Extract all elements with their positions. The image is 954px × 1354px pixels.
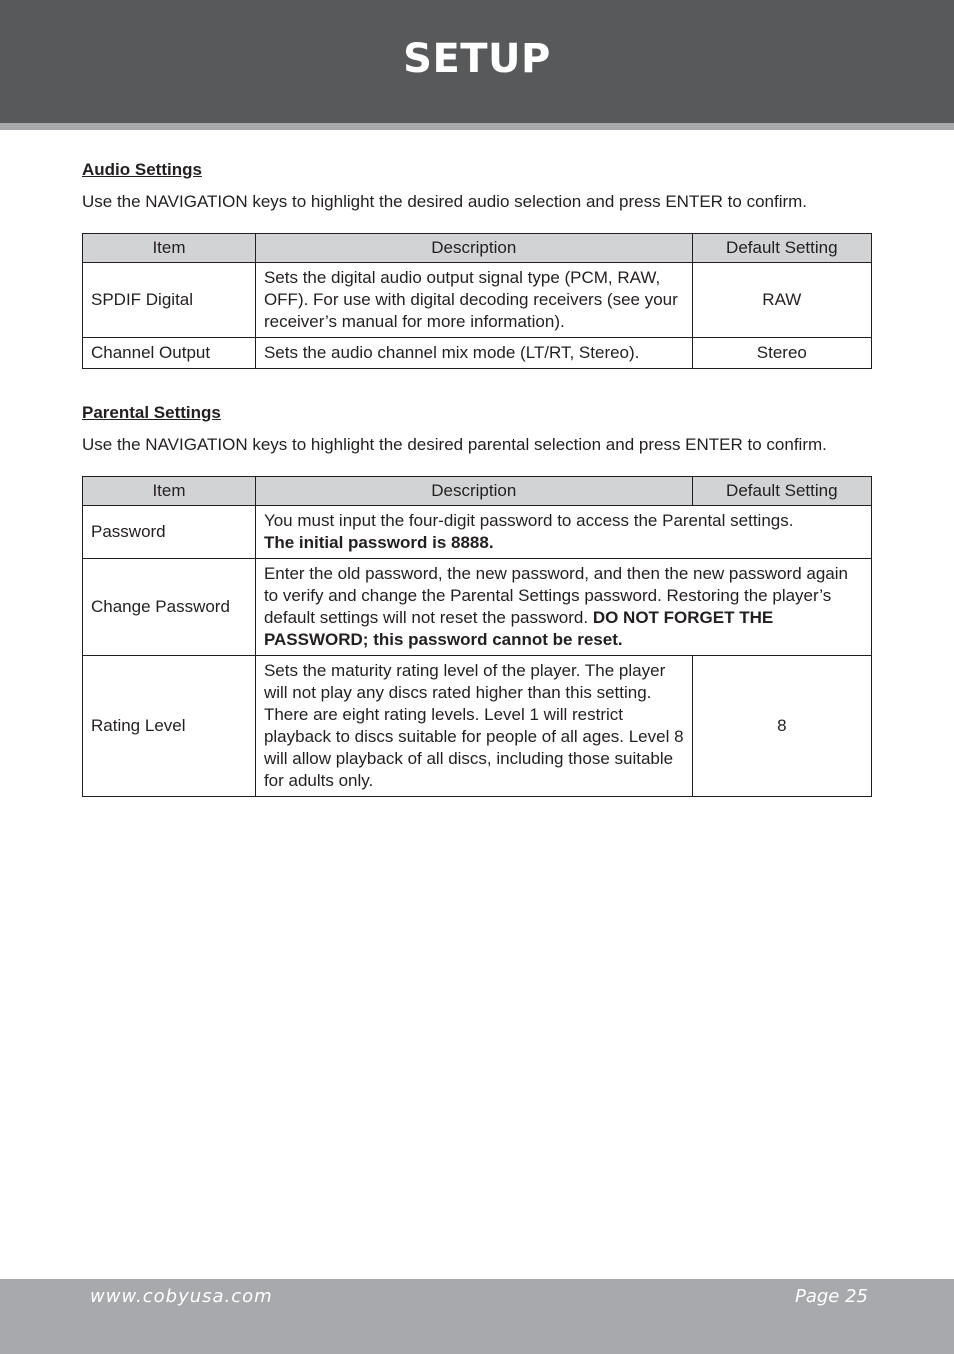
row-default: RAW	[692, 263, 871, 338]
description-bold-text: DO NOT FORGET THE PASSWORD; this password cannot be reset.	[263, 608, 774, 649]
table-header-row	[83, 234, 872, 263]
description-text: Sets the maturity rating level of the player. The player will not play any discs rated higher than this setting.	[263, 661, 666, 702]
header-default-setting: Default Setting	[692, 234, 871, 263]
footer-url: www.cobyusa.com	[90, 1286, 273, 1307]
row-item: Change Password	[83, 559, 256, 656]
table-row	[83, 559, 872, 656]
header-description: Description	[255, 234, 692, 263]
table-row	[83, 338, 872, 369]
header-default-setting: Default Setting	[692, 477, 871, 506]
page-number: Page 25	[794, 1286, 868, 1307]
page-title: SETUP	[403, 36, 551, 82]
parental-instruction: Use the NAVIGATION keys to highlight the desired parental selection and press ENTER to confirm.	[82, 435, 827, 454]
row-item: Channel Output	[83, 338, 256, 369]
audio-settings-heading: Audio Settings	[82, 160, 202, 179]
row-description	[255, 506, 871, 559]
description-text: You must input the four-digit password to access the Parental settings.	[263, 511, 794, 530]
row-item: SPDIF Digital	[83, 263, 256, 338]
audio-instruction: Use the NAVIGATION keys to highlight the desired audio selection and press ENTER to confirm.	[82, 192, 808, 211]
header-item: Item	[83, 477, 256, 506]
parental-settings-table	[82, 476, 872, 797]
row-description: Sets the digital audio output signal type (PCM, RAW, OFF). For use with digital decoding receivers (see your receiver’s manual for more information).	[255, 263, 692, 338]
header-divider	[0, 123, 954, 130]
description-bold-text: The initial password is 8888.	[263, 533, 494, 552]
row-description	[255, 559, 871, 656]
header-description: Description	[255, 477, 692, 506]
row-description: Sets the audio channel mix mode (LT/RT, Stereo).	[255, 338, 692, 369]
row-description	[255, 656, 692, 797]
page-content	[82, 158, 872, 797]
row-item: Rating Level	[83, 656, 256, 797]
table-row	[83, 506, 872, 559]
table-header-row	[83, 477, 872, 506]
description-text: Enter the old password, the new password, and then the new password again to verify and change the Parental Settings password. Restoring the player’s default settings will not reset the password.	[263, 564, 848, 627]
table-row	[83, 263, 872, 338]
parental-settings-heading: Parental Settings	[82, 403, 221, 422]
page-header	[0, 0, 954, 123]
description-text: There are eight rating levels. Level 1 will restrict playback to discs suitable for people of all ages. Level 8 will allow playback of all discs, including those suitable for adults only.	[263, 705, 684, 790]
row-default: Stereo	[692, 338, 871, 369]
table-row	[83, 656, 872, 797]
audio-settings-table	[82, 233, 872, 369]
row-item: Password	[83, 506, 256, 559]
page-footer	[0, 1279, 954, 1354]
row-default: 8	[692, 656, 871, 797]
header-item: Item	[83, 234, 256, 263]
